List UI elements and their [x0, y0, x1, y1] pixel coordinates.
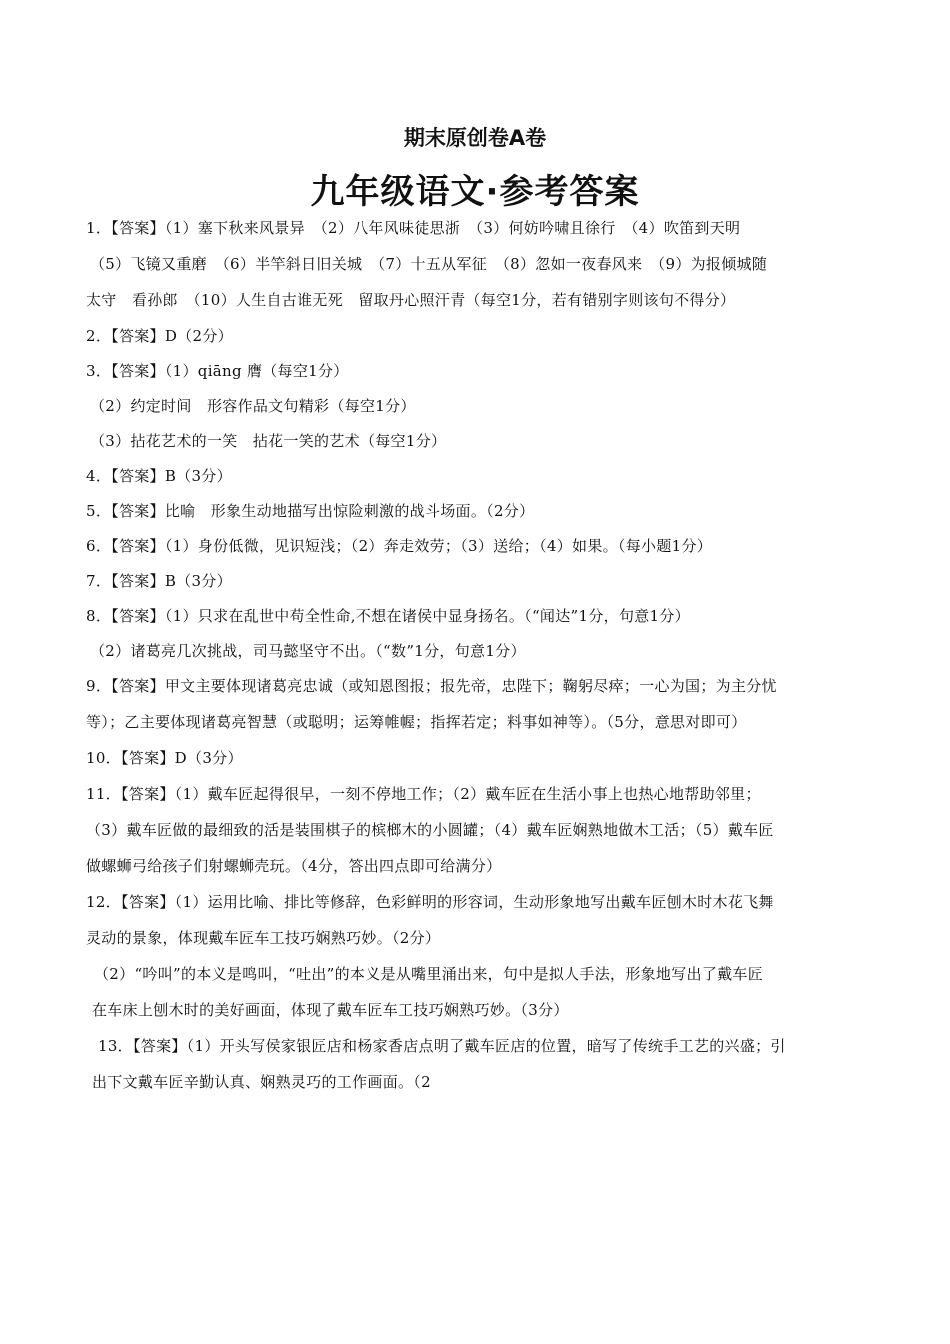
answer-line: 等）；乙主要体现诸葛亮智慧（或聪明；运筹帷幄；指挥若定；料事如神等）。（5分，意思对即可）: [86, 713, 747, 731]
answer-line: 6．【答案】（1）身份低微，见识短浅；（2）奔走效劳；（3）送给；（4）如果。（每小题1分）: [86, 537, 713, 555]
answer-line: （2）“吟叫”的本义是鸣叫，“吐出”的本义是从嘴里涌出来，句中是拟人手法，形象地写出了戴车匠: [94, 965, 764, 983]
answer-list: [86, 214, 866, 1104]
answer-line: 10．【答案】D（3分）: [86, 749, 243, 767]
page-title: 九年级语文·参考答案: [310, 172, 640, 212]
answer-line: 13．【答案】（1）开头写侯家银匠店和杨家香店点明了戴车匠店的位置，暗写了传统手工艺的兴盛；引: [98, 1037, 786, 1055]
answer-line: 12．【答案】（1）运用比喻、排比等修辞，色彩鲜明的形容词，生动形象地写出戴车匠刨木时木花飞舞: [86, 893, 774, 911]
answer-line: 灵动的景象，体现戴车匠车工技巧娴熟巧妙。（2分）: [86, 929, 441, 947]
answer-line: 出下文戴车匠辛勤认真、娴熟灵巧的工作画面。（2: [92, 1073, 431, 1091]
answer-line: 9．【答案】甲文主要体现诸葛亮忠诚（或知恩图报；报先帝，忠陛下；鞠躬尽瘁；一心为国；为主分忧: [86, 677, 777, 695]
answer-line: 8．【答案】（1）只求在乱世中苟全性命,不想在诸侯中显身扬名。（“闻达”1分，句意1分）: [86, 607, 690, 625]
answer-line: 在车床上刨木时的美好画面，体现了戴车匠车工技巧娴熟巧妙。（3分）: [92, 1001, 569, 1019]
answer-line: 3．【答案】（1）qiāng 膺（每空1分）: [86, 362, 349, 380]
answer-line: 7．【答案】B（3分）: [86, 572, 232, 590]
answer-line: 1．【答案】（1）塞下秋来风景异 （2）八年风味徒思浙 （3）何妨吟啸且徐行 （4）吹笛到天明: [86, 219, 741, 237]
answer-line: （3）戴车匠做的最细致的活是装围棋子的槟榔木的小圆罐；（4）戴车匠娴熟地做木工活；（5）戴车匠: [86, 821, 774, 839]
answer-line: 4．【答案】B（3分）: [86, 467, 232, 485]
exam-subtitle: 期末原创卷A卷: [403, 126, 547, 150]
answer-line: 做螺蛳弓给孩子们射螺蛳壳玩。（4分，答出四点即可给满分）: [86, 857, 502, 875]
answer-line: 2．【答案】D（2分）: [86, 327, 233, 345]
answer-line: （3）拈花艺术的一笑 拈花一笑的艺术（每空1分）: [90, 432, 447, 450]
answer-line: 太守 看孙郎 （10）人生自古谁无死 留取丹心照汗青（每空1分，若有错别字则该句不得分）: [86, 291, 736, 309]
answer-line: （2）约定时间 形容作品文句精彩（每空1分）: [90, 397, 416, 415]
answer-line: （5）飞镜又重磨 （6）半竿斜日旧关城 （7）十五从军征 （8）忽如一夜春风来 （9）为报倾城随: [90, 255, 768, 273]
answer-line: 5．【答案】比喻 形象生动地描写出惊险刺激的战斗场面。（2分）: [86, 502, 535, 520]
answer-line: 11．【答案】（1）戴车匠起得很早，一刻不停地工作；（2）戴车匠在生活小事上也热心地帮助邻里；: [86, 785, 761, 803]
answer-line: （2）诸葛亮几次挑战，司马懿坚守不出。（“数”1分，句意1分）: [90, 642, 526, 660]
